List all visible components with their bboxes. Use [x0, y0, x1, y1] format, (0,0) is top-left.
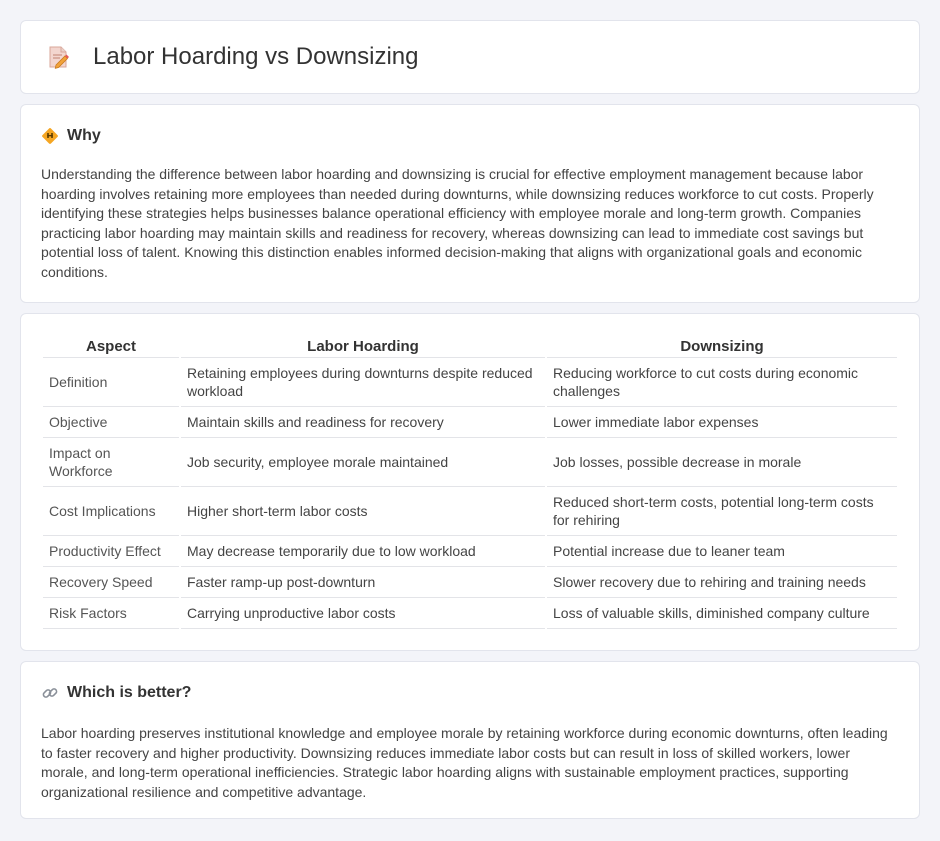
table-row — [43, 358, 897, 407]
why-text: Understanding the difference between labor hoarding and downsizing is crucial for effective employment management because labor hoarding involves retaining more employees than needed during downturns, while downsizing reduces workforce to cut costs. Properly identifying these strategies helps businesses balance operational efficiency with employee morale and long-term growth. Companies practicing labor hoarding may maintain skills and readiness for recovery, whereas downsizing can lead to immediate cost savings but potential loss of talent. Knowing this distinction enables informed decision-making that aligns with organizational goals and economic conditions. — [41, 166, 874, 280]
table-header-row — [43, 332, 897, 358]
link-icon — [41, 684, 59, 702]
row-labor-hoarding: May decrease temporarily due to low workload — [181, 536, 545, 567]
row-downsizing: Loss of valuable skills, diminished company culture — [547, 598, 897, 629]
row-aspect: Productivity Effect — [43, 536, 179, 567]
comparison-table — [41, 332, 899, 629]
row-downsizing: Reduced short-term costs, potential long-term costs for rehiring — [547, 487, 897, 536]
header-card — [20, 20, 920, 94]
row-labor-hoarding: Higher short-term labor costs — [181, 487, 545, 536]
page-title: Labor Hoarding vs Downsizing — [93, 43, 419, 70]
why-section — [20, 104, 920, 303]
row-labor-hoarding: Faster ramp-up post-downturn — [181, 567, 545, 598]
row-downsizing: Reducing workforce to cut costs during economic challenges — [547, 358, 897, 407]
row-downsizing: Potential increase due to leaner team — [547, 536, 897, 567]
header-downsizing: Downsizing — [547, 332, 897, 358]
table-row — [43, 487, 897, 536]
why-heading — [41, 127, 899, 145]
row-aspect: Risk Factors — [43, 598, 179, 629]
row-labor-hoarding: Retaining employees during downturns despite reduced workload — [181, 358, 545, 407]
table-row — [43, 598, 897, 629]
header-labor-hoarding: Labor Hoarding — [181, 332, 545, 358]
table-row — [43, 536, 897, 567]
table-row — [43, 567, 897, 598]
row-labor-hoarding: Job security, employee morale maintained — [181, 438, 545, 487]
row-downsizing: Job losses, possible decrease in morale — [547, 438, 897, 487]
better-heading — [41, 684, 899, 702]
row-aspect: Cost Implications — [43, 487, 179, 536]
row-downsizing: Lower immediate labor expenses — [547, 407, 897, 438]
better-title: Which is better? — [67, 684, 192, 701]
comparison-table-card — [20, 313, 920, 651]
which-better-section — [20, 661, 920, 819]
header-aspect: Aspect — [43, 332, 179, 358]
row-labor-hoarding: Carrying unproductive labor costs — [181, 598, 545, 629]
row-labor-hoarding: Maintain skills and readiness for recovery — [181, 407, 545, 438]
row-aspect: Recovery Speed — [43, 567, 179, 598]
why-title: Why — [67, 127, 101, 144]
row-aspect: Definition — [43, 358, 179, 407]
table-row — [43, 407, 897, 438]
row-downsizing: Slower recovery due to rehiring and training needs — [547, 567, 897, 598]
diamond-warning-icon — [41, 127, 59, 145]
table-row — [43, 438, 897, 487]
row-aspect: Objective — [43, 407, 179, 438]
document-pencil-icon — [45, 44, 71, 70]
better-text: Labor hoarding preserves institutional knowledge and employee morale by retaining workforce during economic downturns, often leading to faster recovery and higher productivity. Downsizing reduces immediate labor costs but can result in loss of skilled workers, lower morale, and long-term operational inefficiencies. Strategic labor hoarding aligns with sustainable employment practices, supporting organizational resilience and competitive advantage. — [41, 725, 888, 800]
row-aspect: Impact on Workforce — [43, 438, 179, 487]
